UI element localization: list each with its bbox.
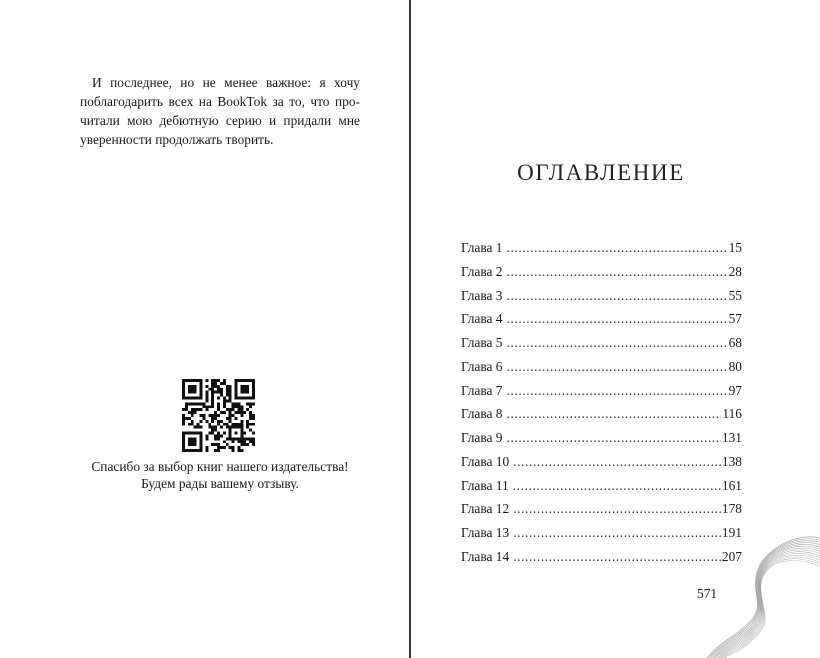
toc-entry-label: Глава 5: [461, 335, 503, 350]
toc-entry-page: 68: [728, 335, 742, 350]
toc-entry-page: 97: [728, 382, 742, 398]
toc-entry-page: 207: [721, 548, 742, 564]
toc-leader-dots: [507, 288, 728, 304]
toc-entry[interactable]: [461, 430, 742, 454]
toc-leader-dots: [507, 430, 721, 446]
toc-entry[interactable]: [461, 383, 742, 407]
toc-leader-dots: [513, 454, 721, 470]
toc-entry[interactable]: [461, 478, 742, 502]
toc-leader-dots: [507, 406, 722, 422]
wavy-lines-ornament: [701, 528, 820, 658]
toc-entry[interactable]: [461, 288, 742, 312]
toc-entry-label: Глава 12: [461, 501, 510, 517]
toc-entry-page: 28: [728, 263, 742, 279]
toc-leader-dots: [507, 311, 728, 327]
toc-entry-label: Глава 11: [461, 477, 509, 493]
toc-entry-label: Глава 8: [461, 406, 503, 422]
toc-entry[interactable]: [461, 264, 742, 288]
toc-entry-label: Глава 1: [461, 240, 503, 255]
toc-leader-dots: [513, 501, 721, 517]
toc-title: ОГЛАВЛЕНИЕ: [517, 160, 685, 185]
thanks-line-2: Будем рады вашему отзыву.: [141, 476, 299, 491]
toc-entry-page: 191: [721, 525, 742, 540]
toc-entry[interactable]: [461, 311, 742, 335]
toc-entry-page: 57: [728, 311, 742, 327]
toc-entry[interactable]: [461, 335, 742, 359]
toc-entry-label: Глава 2: [461, 263, 503, 279]
qr-code-icon[interactable]: [182, 379, 255, 452]
toc-entry[interactable]: [461, 359, 742, 383]
toc-entry-page: 55: [728, 287, 742, 303]
toc-entry-label: Глава 9: [461, 430, 503, 445]
toc-entry[interactable]: [461, 406, 742, 430]
toc-entry-page: 178: [721, 501, 742, 517]
toc-entry-label: Глава 14: [461, 548, 510, 564]
toc-leader-dots: [507, 264, 728, 280]
toc-leader-dots: [513, 478, 721, 494]
toc-entry-label: Глава 4: [461, 311, 503, 327]
toc-leader-dots: [507, 240, 728, 256]
toc-entry-label: Глава 10: [461, 453, 510, 469]
toc-entry-page: 131: [721, 430, 742, 445]
toc-entry-label: Глава 7: [461, 382, 503, 398]
toc-entry[interactable]: [461, 525, 742, 549]
toc-entry-page: 80: [728, 358, 742, 374]
toc-entry[interactable]: [461, 240, 742, 264]
toc-leader-dots: [507, 383, 728, 399]
table-of-contents: [461, 240, 742, 573]
toc-entry[interactable]: [461, 454, 742, 478]
toc-entry-page: 116: [722, 406, 742, 422]
toc-entry-page: 138: [721, 453, 742, 469]
toc-leader-dots: [507, 335, 728, 351]
thanks-message: [60, 458, 380, 492]
toc-entry-page: 161: [721, 477, 742, 493]
thanks-line-1: Спасибо за выбор книг нашего издательства!: [91, 459, 349, 474]
toc-entry-label: Глава 13: [461, 525, 510, 540]
acknowledgement-paragraph: И последнее, но не менее важное: я хочу поблагодарить всех на BookTok за то, что прочитали мою дебютную серию и придали мне уверенности продолжать творить.: [80, 75, 360, 147]
page-number: 571: [697, 586, 718, 601]
toc-entry-page: 15: [728, 240, 742, 255]
right-page: [411, 0, 820, 658]
toc-entry-label: Глава 3: [461, 287, 503, 303]
toc-entry[interactable]: [461, 549, 742, 573]
toc-leader-dots: [507, 359, 728, 375]
toc-leader-dots: [513, 525, 721, 541]
toc-entry[interactable]: [461, 501, 742, 525]
toc-entry-label: Глава 6: [461, 358, 503, 374]
toc-leader-dots: [513, 549, 721, 565]
